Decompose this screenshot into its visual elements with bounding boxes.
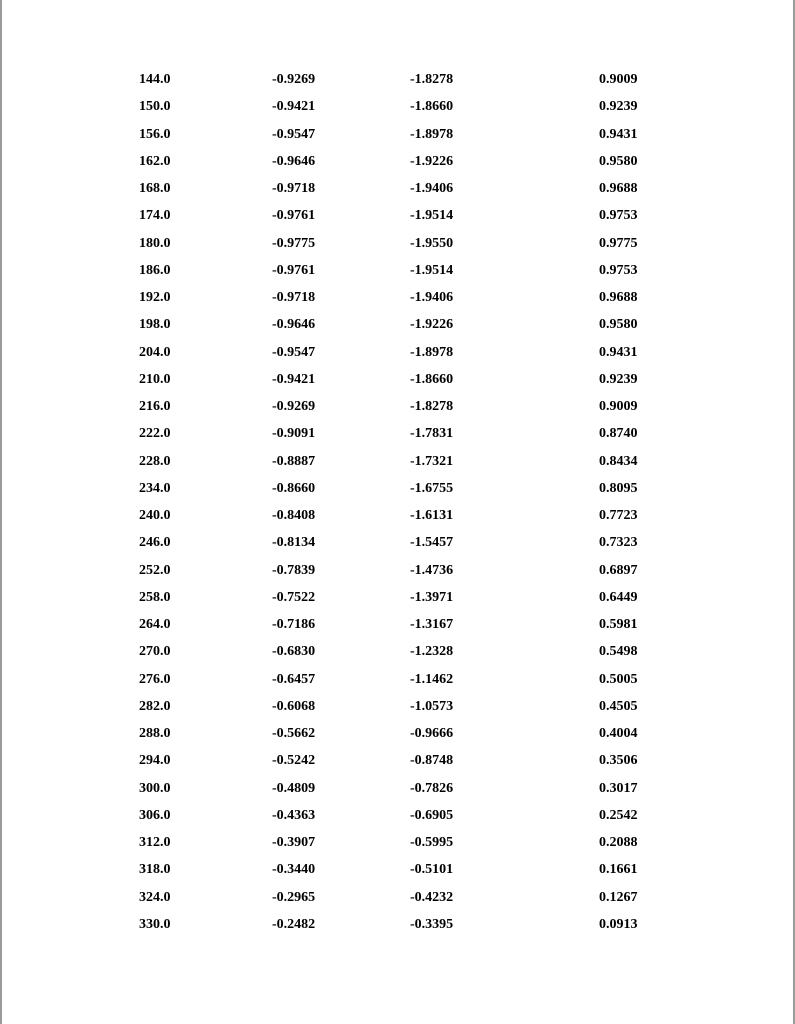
table-row [138,176,658,203]
value-b-cell: -0.7826 [410,780,454,796]
value-b-cell: -1.1462 [410,671,454,687]
value-c-cell: 0.8434 [599,453,638,469]
value-c-cell: 0.9431 [599,344,638,360]
value-b-cell: -1.8278 [410,72,454,87]
value-a-cell: -0.2965 [272,889,316,905]
angle-cell: 282.0 [139,698,171,714]
angle-cell: 246.0 [139,535,171,551]
angle-cell: 216.0 [139,399,171,414]
value-a-cell: -0.9646 [272,317,316,333]
angle-cell: 156.0 [139,126,171,142]
table-row [138,830,658,857]
value-c-cell: 0.0913 [599,916,638,932]
value-c-cell: 0.9753 [599,208,638,224]
value-b-cell: -1.2328 [410,644,454,660]
value-c-cell: 0.6449 [599,589,638,605]
angle-cell: 228.0 [139,453,171,469]
table-row [138,530,658,557]
value-a-cell: -0.4363 [272,807,316,823]
angle-cell: 168.0 [139,181,171,196]
angle-cell: 312.0 [139,835,171,850]
angle-cell: 174.0 [139,208,171,224]
value-a-cell: -0.7186 [272,617,316,632]
table-row [138,912,658,939]
value-b-cell: -1.8978 [410,344,454,360]
angle-cell: 210.0 [139,371,171,387]
table-row [138,312,658,339]
table-row [138,258,658,285]
angle-cell: 234.0 [139,480,171,496]
value-b-cell: -1.9514 [410,262,454,278]
value-c-cell: 0.9009 [599,72,638,87]
value-b-cell: -1.6755 [410,480,454,496]
table-row [138,694,658,721]
value-a-cell: -0.9269 [272,399,316,414]
value-b-cell: -1.8660 [410,99,454,115]
table-row [138,149,658,176]
value-b-cell: -0.8748 [410,753,454,769]
value-b-cell: -0.5101 [410,862,454,878]
value-b-cell: -1.8660 [410,371,454,387]
value-a-cell: -0.9421 [272,99,316,115]
table-row [138,203,658,230]
angle-cell: 276.0 [139,671,171,687]
value-c-cell: 0.2542 [599,807,638,823]
table-row [138,394,658,421]
table-row [138,285,658,312]
angle-cell: 150.0 [139,99,171,115]
value-c-cell: 0.7723 [599,508,638,523]
angle-cell: 300.0 [139,780,171,796]
table-row [138,857,658,884]
value-c-cell: 0.1661 [599,862,638,878]
angle-cell: 258.0 [139,589,171,605]
value-a-cell: -0.2482 [272,916,316,932]
angle-cell: 240.0 [139,508,171,523]
angle-cell: 204.0 [139,344,171,360]
value-b-cell: -1.5457 [410,535,454,551]
value-a-cell: -0.5242 [272,753,316,769]
value-b-cell: -1.6131 [410,508,454,523]
table-row [138,122,658,149]
value-c-cell: 0.5498 [599,644,638,660]
value-a-cell: -0.7522 [272,589,316,605]
value-a-cell: -0.5662 [272,726,316,741]
value-a-cell: -0.7839 [272,562,316,578]
value-c-cell: 0.5981 [599,617,638,632]
value-c-cell: 0.9775 [599,235,638,251]
angle-cell: 306.0 [139,807,171,823]
value-a-cell: -0.3907 [272,835,316,850]
value-b-cell: -1.3167 [410,617,454,632]
value-c-cell: 0.5005 [599,671,638,687]
angle-cell: 270.0 [139,644,171,660]
angle-cell: 198.0 [139,317,171,333]
value-a-cell: -0.9421 [272,371,316,387]
value-c-cell: 0.9239 [599,99,638,115]
value-b-cell: -1.7321 [410,453,454,469]
value-b-cell: -1.9226 [410,317,454,333]
angle-cell: 324.0 [139,889,171,905]
angle-cell: 330.0 [139,916,171,932]
value-c-cell: 0.8740 [599,426,638,442]
value-a-cell: -0.9718 [272,290,316,305]
table-row [138,639,658,666]
value-b-cell: -1.9550 [410,235,454,251]
table-row [138,612,658,639]
value-a-cell: -0.8408 [272,508,316,523]
value-a-cell: -0.4809 [272,780,316,796]
value-c-cell: 0.9580 [599,317,638,333]
value-c-cell: 0.9688 [599,181,638,196]
value-c-cell: 0.9580 [599,153,638,169]
table-row [138,776,658,803]
value-c-cell: 0.3506 [599,753,638,769]
value-a-cell: -0.6457 [272,671,316,687]
angle-cell: 192.0 [139,290,171,305]
value-a-cell: -0.9718 [272,181,316,196]
angle-cell: 294.0 [139,753,171,769]
value-a-cell: -0.9091 [272,426,316,442]
value-c-cell: 0.8095 [599,480,638,496]
value-b-cell: -0.6905 [410,807,454,823]
value-a-cell: -0.9761 [272,208,316,224]
value-a-cell: -0.6068 [272,698,316,714]
table-row [138,449,658,476]
value-c-cell: 0.4004 [599,726,638,741]
value-c-cell: 0.9009 [599,399,638,414]
table-row [138,67,658,94]
angle-cell: 288.0 [139,726,171,741]
value-c-cell: 0.9688 [599,290,638,305]
table-row [138,476,658,503]
value-a-cell: -0.6830 [272,644,316,660]
table-row [138,503,658,530]
table-row [138,667,658,694]
angle-cell: 144.0 [139,72,171,87]
value-c-cell: 0.2088 [599,835,638,850]
value-a-cell: -0.9547 [272,344,316,360]
value-c-cell: 0.3017 [599,780,638,796]
value-a-cell: -0.9646 [272,153,316,169]
value-b-cell: -0.4232 [410,889,454,905]
value-c-cell: 0.9239 [599,371,638,387]
value-b-cell: -1.0573 [410,698,454,714]
table-row [138,885,658,912]
angle-cell: 180.0 [139,235,171,251]
value-b-cell: -1.9406 [410,290,454,305]
value-a-cell: -0.9547 [272,126,316,142]
angle-cell: 222.0 [139,426,171,442]
table-row [138,367,658,394]
table-row [138,721,658,748]
value-b-cell: -1.7831 [410,426,454,442]
value-a-cell: -0.9269 [272,72,316,87]
value-b-cell: -1.4736 [410,562,454,578]
table-row [138,803,658,830]
angle-cell: 264.0 [139,617,171,632]
value-a-cell: -0.9775 [272,235,316,251]
value-b-cell: -0.9666 [410,726,454,741]
page-left-border [0,0,2,1024]
table-row [138,340,658,367]
value-c-cell: 0.9753 [599,262,638,278]
angle-cell: 186.0 [139,262,171,278]
value-b-cell: -1.8978 [410,126,454,142]
value-b-cell: -1.8278 [410,399,454,414]
value-b-cell: -1.9226 [410,153,454,169]
angle-cell: 252.0 [139,562,171,578]
value-a-cell: -0.8660 [272,480,316,496]
value-b-cell: -0.5995 [410,835,454,850]
data-table [138,67,658,939]
table-row [138,748,658,775]
table-row [138,558,658,585]
value-c-cell: 0.7323 [599,535,638,551]
value-b-cell: -0.3395 [410,916,454,932]
table-row [138,421,658,448]
table-row [138,231,658,258]
value-b-cell: -1.9406 [410,181,454,196]
value-a-cell: -0.9761 [272,262,316,278]
value-a-cell: -0.8887 [272,453,316,469]
value-b-cell: -1.9514 [410,208,454,224]
table-row [138,585,658,612]
angle-cell: 318.0 [139,862,171,878]
value-c-cell: 0.6897 [599,562,638,578]
angle-cell: 162.0 [139,153,171,169]
value-c-cell: 0.1267 [599,889,638,905]
value-c-cell: 0.9431 [599,126,638,142]
value-a-cell: -0.3440 [272,862,316,878]
value-a-cell: -0.8134 [272,535,316,551]
value-b-cell: -1.3971 [410,589,454,605]
value-c-cell: 0.4505 [599,698,638,714]
table-row [138,94,658,121]
